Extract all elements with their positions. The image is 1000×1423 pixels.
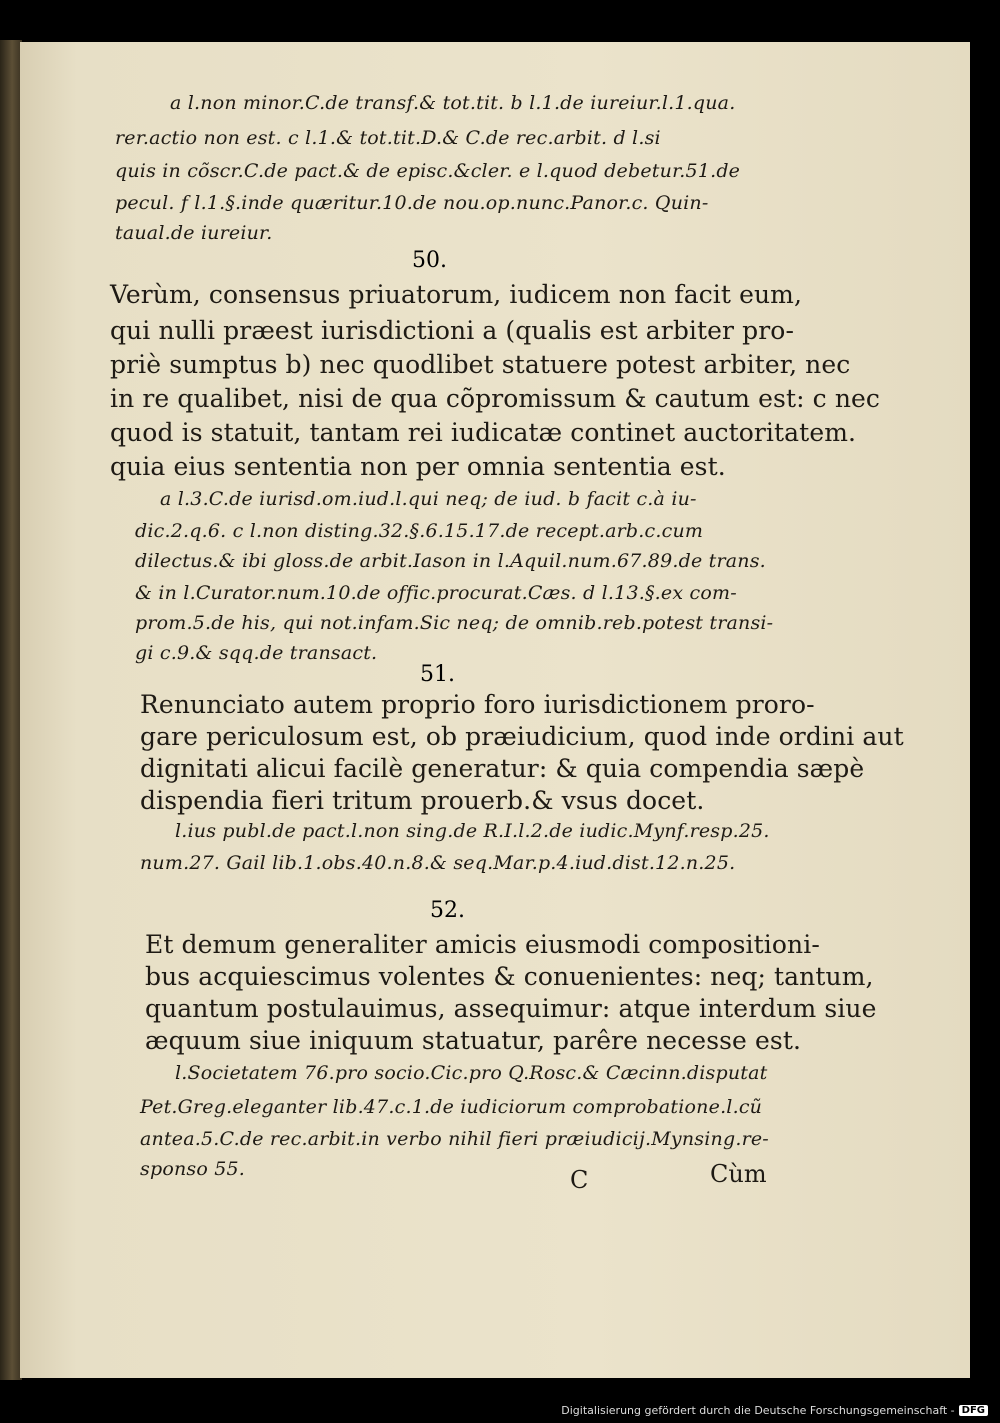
section-note-line: l.ius publ.de pact.l.non sing.de R.I.l.2.de iudic.Mynf.resp.25. — [175, 820, 770, 842]
catchword: Cùm — [710, 1160, 767, 1188]
section-note-line: sponso 55. — [140, 1158, 246, 1180]
section-text-line: æquum siue iniquum statuatur, parêre necesse est. — [145, 1026, 802, 1055]
top-note-line: a l.non minor.C.de transf.& tot.tit. b l.1.de iureiur.l.1.qua. — [170, 92, 736, 114]
section-note-line: gi c.9.& sqq.de transact. — [135, 642, 378, 664]
section-text-line: Et demum generaliter amicis eiusmodi compositioni- — [145, 930, 820, 959]
section-text-line: quod is statuit, tantam rei iudicatæ continet auctoritatem. — [110, 418, 857, 447]
section-text-line: priè sumptus b) nec quodlibet statuere potest arbiter, nec — [110, 350, 851, 379]
top-note-line: rer.actio non est. c l.1.& tot.tit.D.& C.de rec.arbit. d l.si — [115, 127, 661, 149]
section-note-line: Pet.Greg.eleganter lib.47.c.1.de iudiciorum comprobatione.l.cũ — [140, 1096, 763, 1118]
dfg-logo: DFG — [959, 1405, 988, 1416]
section-text-line: dignitati alicui facilè generatur: & quia compendia sæpè — [140, 754, 865, 783]
section-number: 50. — [412, 248, 447, 273]
section-note-line: prom.5.de his, qui not.infam.Sic neq; de omnib.reb.potest transi- — [135, 612, 774, 634]
signature-mark: C — [570, 1166, 589, 1194]
section-note-line: & in l.Curator.num.10.de offic.procurat.Cæs. d l.13.§.ex com- — [135, 582, 737, 604]
credit-text: Digitalisierung gefördert durch die Deutsche Forschungsgemeinschaft - — [561, 1404, 955, 1417]
section-note-line: dic.2.q.6. c l.non disting.32.§.6.15.17.de recept.arb.c.cum — [135, 520, 704, 542]
section-number: 52. — [430, 898, 465, 923]
section-note-line: dilectus.& ibi gloss.de arbit.Iason in l.Aquil.num.67.89.de trans. — [135, 550, 766, 572]
digitization-credit — [561, 1404, 988, 1417]
top-note-line: pecul. f l.1.§.inde quæritur.10.de nou.op.nunc.Panor.c. Quin- — [115, 192, 709, 214]
section-text-line: gare periculosum est, ob præiudicium, quod inde ordini aut — [140, 722, 904, 751]
section-text-line: bus acquiescimus volentes & conuenientes: neq; tantum, — [145, 962, 874, 991]
section-note-line: l.Societatem 76.pro socio.Cic.pro Q.Rosc.& Cæcinn.disputat — [175, 1062, 768, 1084]
section-note-line: num.27. Gail lib.1.obs.40.n.8.& seq.Mar.p.4.iud.dist.12.n.25. — [140, 852, 736, 874]
section-text-line: quia eius sententia non per omnia sententia est. — [110, 452, 726, 481]
section-text-line: quantum postulauimus, assequimur: atque interdum siue — [145, 994, 877, 1023]
section-number: 51. — [420, 662, 455, 687]
section-note-line: antea.5.C.de rec.arbit.in verbo nihil fieri præiudicij.Mynsing.re- — [140, 1128, 769, 1150]
book-spine-edge — [0, 40, 22, 1380]
section-text-line: dispendia fieri tritum prouerb.& vsus docet. — [140, 786, 705, 815]
top-note-line: quis in cõscr.C.de pact.& de episc.&cler. e l.quod debetur.51.de — [115, 160, 741, 182]
top-note-line: taual.de iureiur. — [115, 222, 273, 244]
section-text-line: Renunciato autem proprio foro iurisdictionem proro- — [140, 690, 815, 719]
document-page — [20, 42, 970, 1378]
section-text-line: in re qualibet, nisi de qua cõpromissum & cautum est: c nec — [110, 384, 881, 413]
section-text-line: Verùm, consensus priuatorum, iudicem non facit eum, — [110, 280, 803, 309]
section-note-line: a l.3.C.de iurisd.om.iud.l.qui neq; de iud. b facit c.à iu- — [160, 488, 697, 510]
section-text-line: qui nulli præest iurisdictioni a (qualis est arbiter pro- — [110, 316, 795, 345]
